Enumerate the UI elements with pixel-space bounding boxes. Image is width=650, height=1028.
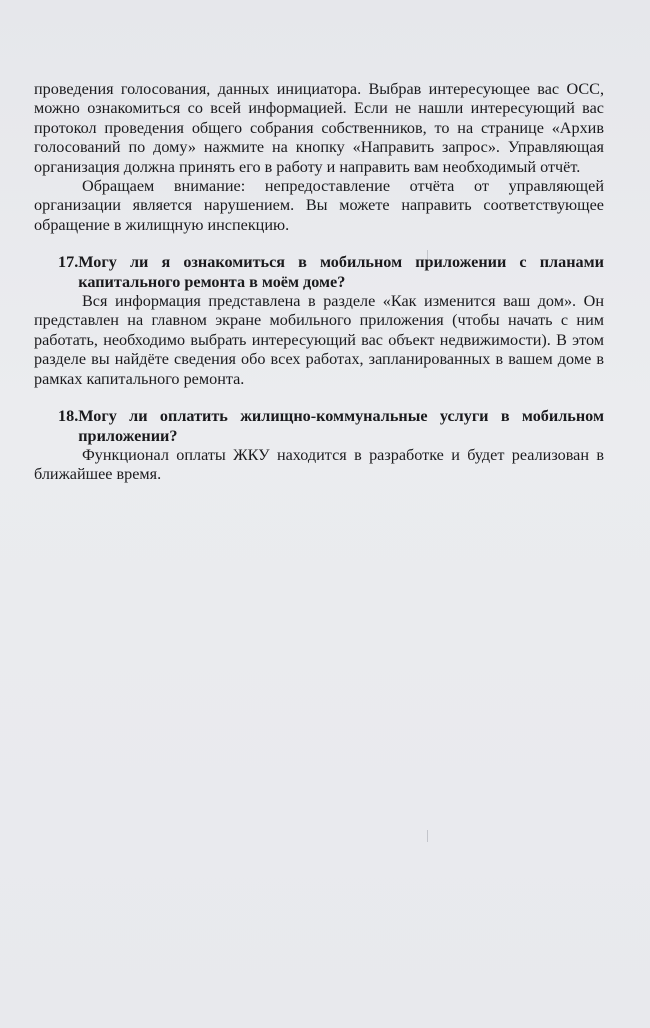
answer-18: Функционал оплаты ЖКУ находится в разработке и будет реализован в ближайшее время. xyxy=(34,445,604,484)
notice-paragraph: Обращаем внимание: непредоставление отчёта от управляющей организации является нарушением. Вы можете направить соответствующее обращение в жилищную инспекцию. xyxy=(34,177,604,234)
answer-17: Вся информация представлена в разделе «Как изменится ваш дом». Он представлен на главном экране мобильного приложения (чтобы начать с ним работать, необходимо выбрать интересующий вас объект недвижимости). В этом разделе вы найдёте сведения обо всех работах, запланированных в вашем доме в рамках капитального ремонта. xyxy=(34,292,604,388)
question-title: Могу ли я ознакомиться в мобильном приложении с планами капитального ремонта в моём доме? xyxy=(78,253,604,291)
bleed-through-text xyxy=(170,520,530,689)
question-17-heading xyxy=(34,253,604,292)
question-18-heading xyxy=(34,407,604,446)
question-number: 17. xyxy=(58,253,79,272)
intro-paragraph: проведения голосования, данных инициатора. Выбрав интересующее вас ОСС, можно ознакомиться со всей информацией. Если не нашли интересующий вас протокол проведения общего собрания собственников, то на странице «Архив голосований по дому» нажмите на кнопку «Направить запрос». Управляющая организация должна принять его в работу и направить вам необходимый отчёт. xyxy=(34,80,604,176)
question-title: Могу ли оплатить жилищно-коммунальные услуги в мобильном приложении? xyxy=(78,407,604,445)
question-number: 18. xyxy=(58,407,79,426)
paper-mark xyxy=(427,830,428,842)
document-body xyxy=(34,80,604,485)
